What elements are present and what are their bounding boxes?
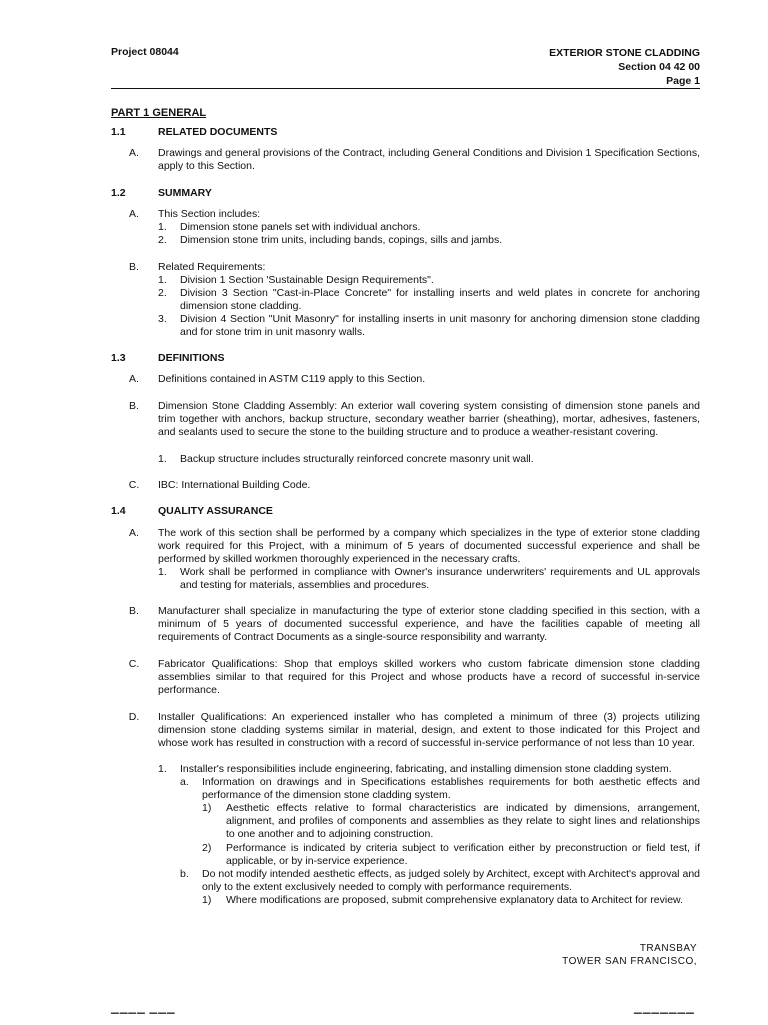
paragraph-label: B. [129,400,139,412]
list-item-label: a. [180,776,189,788]
paragraph-text: Definitions contained in ASTM C119 apply to this Section. [158,373,426,385]
article-number: 1.2 [111,187,126,199]
list-item-text: Information on drawings and in Specifications establishes requirements for both aesthetic effects and performance of the dimension stone cladding system. [202,776,700,802]
paragraph-label: B. [129,605,139,617]
paragraph-label: A. [129,527,139,539]
article-title: DEFINITIONS [158,352,225,364]
list-item-label: 1. [158,274,167,286]
list-item-text: Aesthetic effects relative to formal characteristics are indicated by dimensions, arrangement, alignment, and profiles of components and assemblies as they relate to sight lines and relationships to one another and to adjoining construction. [226,802,700,841]
paragraph-text: Dimension Stone Cladding Assembly: An exterior wall covering system consisting of dimension stone panels and trim together with anchors, backup structure, secondary weather barrier (sheathing), mortar, adhesives, fasteners, and sealants used to secure the stone to the building structure and to produce a weather-resistant covering. [158,400,700,439]
article-number: 1.1 [111,126,126,138]
part-heading: PART 1 GENERAL [111,107,207,119]
paragraph-text: IBC: International Building Code. [158,479,311,491]
paragraph-label: B. [129,261,139,273]
list-item-text: Performance is indicated by criteria subject to verification either by preconstruction or field test, if applicable, or by in-service experience. [226,842,700,868]
article-title: SUMMARY [158,187,212,199]
list-item-label: 1. [158,221,167,233]
article-title: RELATED DOCUMENTS [158,126,278,138]
footer-line: TRANSBAY [639,943,697,954]
document-title: EXTERIOR STONE CLADDING [549,47,700,59]
list-item-label: 1) [202,802,212,814]
article-number: 1.4 [111,505,126,517]
list-item-label: 1. [158,566,167,578]
list-item-text: Division 3 Section "Cast-in-Place Concrete" for installing inserts and weld plates in concrete for anchoring dimension stone cladding. [180,287,700,313]
list-item-label: 2) [202,842,212,854]
list-item-label: 1. [158,453,167,465]
list-item-text: Backup structure includes structurally reinforced concrete masonry unit wall. [180,453,534,465]
paragraph-text: Fabricator Qualifications: Shop that employs skilled workers who custom fabricate dimension stone cladding assemblies similar to that required for this Project and whose products have a record of successful in-service performance. [158,658,700,697]
paragraph-text: This Section includes: [158,208,261,220]
list-item-text: Dimension stone panels set with individual anchors. [180,221,421,233]
list-item-label: 3. [158,313,167,325]
section-number: Section 04 42 00 [618,61,700,73]
page-footer [562,942,697,968]
header-right [549,46,700,88]
paragraph-text: Drawings and general provisions of the Contract, including General Conditions and Division 1 Specification Sections, apply to this Section. [158,147,700,173]
list-item-text: Work shall be performed in compliance with Owner's insurance underwriters' requirements and UL approvals and testing for materials, assemblies and procedures. [180,566,700,592]
paragraph-label: C. [128,658,140,670]
paragraph-label: C. [128,479,140,491]
paragraph-text: Related Requirements: [158,261,266,273]
paragraph-label: A. [129,208,139,220]
cropped-footer-text: ▔▔▔▔▔▔▔ [634,1014,695,1025]
article-number: 1.3 [111,352,126,364]
article-title: QUALITY ASSURANCE [158,505,273,517]
paragraph-label: A. [129,147,139,159]
list-item-text: Division 4 Section "Unit Masonry" for installing inserts in unit masonry for anchoring dimension stone cladding and for stone trim in unit masonry walls. [180,313,700,339]
list-item-text: Dimension stone trim units, including bands, copings, sills and jambs. [180,234,503,246]
list-item-label: 1. [158,763,167,775]
project-number: Project 08044 [111,46,179,58]
paragraph-text: Installer Qualifications: An experienced installer who has completed a minimum of three (3) projects utilizing dimension stone cladding systems similar in material, design, and extent to those indicated for this Project and whose work has resulted in construction with a record of successful in-service performance of not less than 10 year. [158,711,700,750]
list-item-text: Installer's responsibilities include engineering, fabricating, and installing dimension stone cladding system. [180,763,672,775]
paragraph-text: Manufacturer shall specialize in manufacturing the type of exterior stone cladding specified in this section, with a minimum of 5 years of documented successful experience, and have the facilities capable of meeting all requirements of Contract Documents as a single-source responsibility and warranty. [158,605,700,644]
paragraph-label: D. [128,711,140,723]
footer-line: TOWER SAN FRANCISCO, [562,956,697,967]
paragraph-text: The work of this section shall be performed by a company which specializes in the type of exterior stone cladding work required for this Project, with a minimum of 5 years of documented successful experience and shall be performed by skilled workmen thoroughly experienced in the necessary crafts. [158,527,700,566]
list-item-label: 1) [202,894,212,906]
cropped-footer-text: ▔▔▔▔ ▔▔▔ [111,1014,176,1025]
paragraph-label: A. [129,373,139,385]
list-item-label: b. [180,868,189,880]
list-item-text: Division 1 Section 'Sustainable Design Requirements". [180,274,434,286]
list-item-label: 2. [158,287,167,299]
list-item-label: 2. [158,234,167,246]
list-item-text: Where modifications are proposed, submit comprehensive explanatory data to Architect for review. [226,894,683,906]
page-number: Page 1 [666,75,700,87]
list-item-text: Do not modify intended aesthetic effects, as judged solely by Architect, except with Architect's approval and only to the extent exclusively needed to comply with performance requirements. [202,868,700,894]
header-rule [111,88,700,89]
